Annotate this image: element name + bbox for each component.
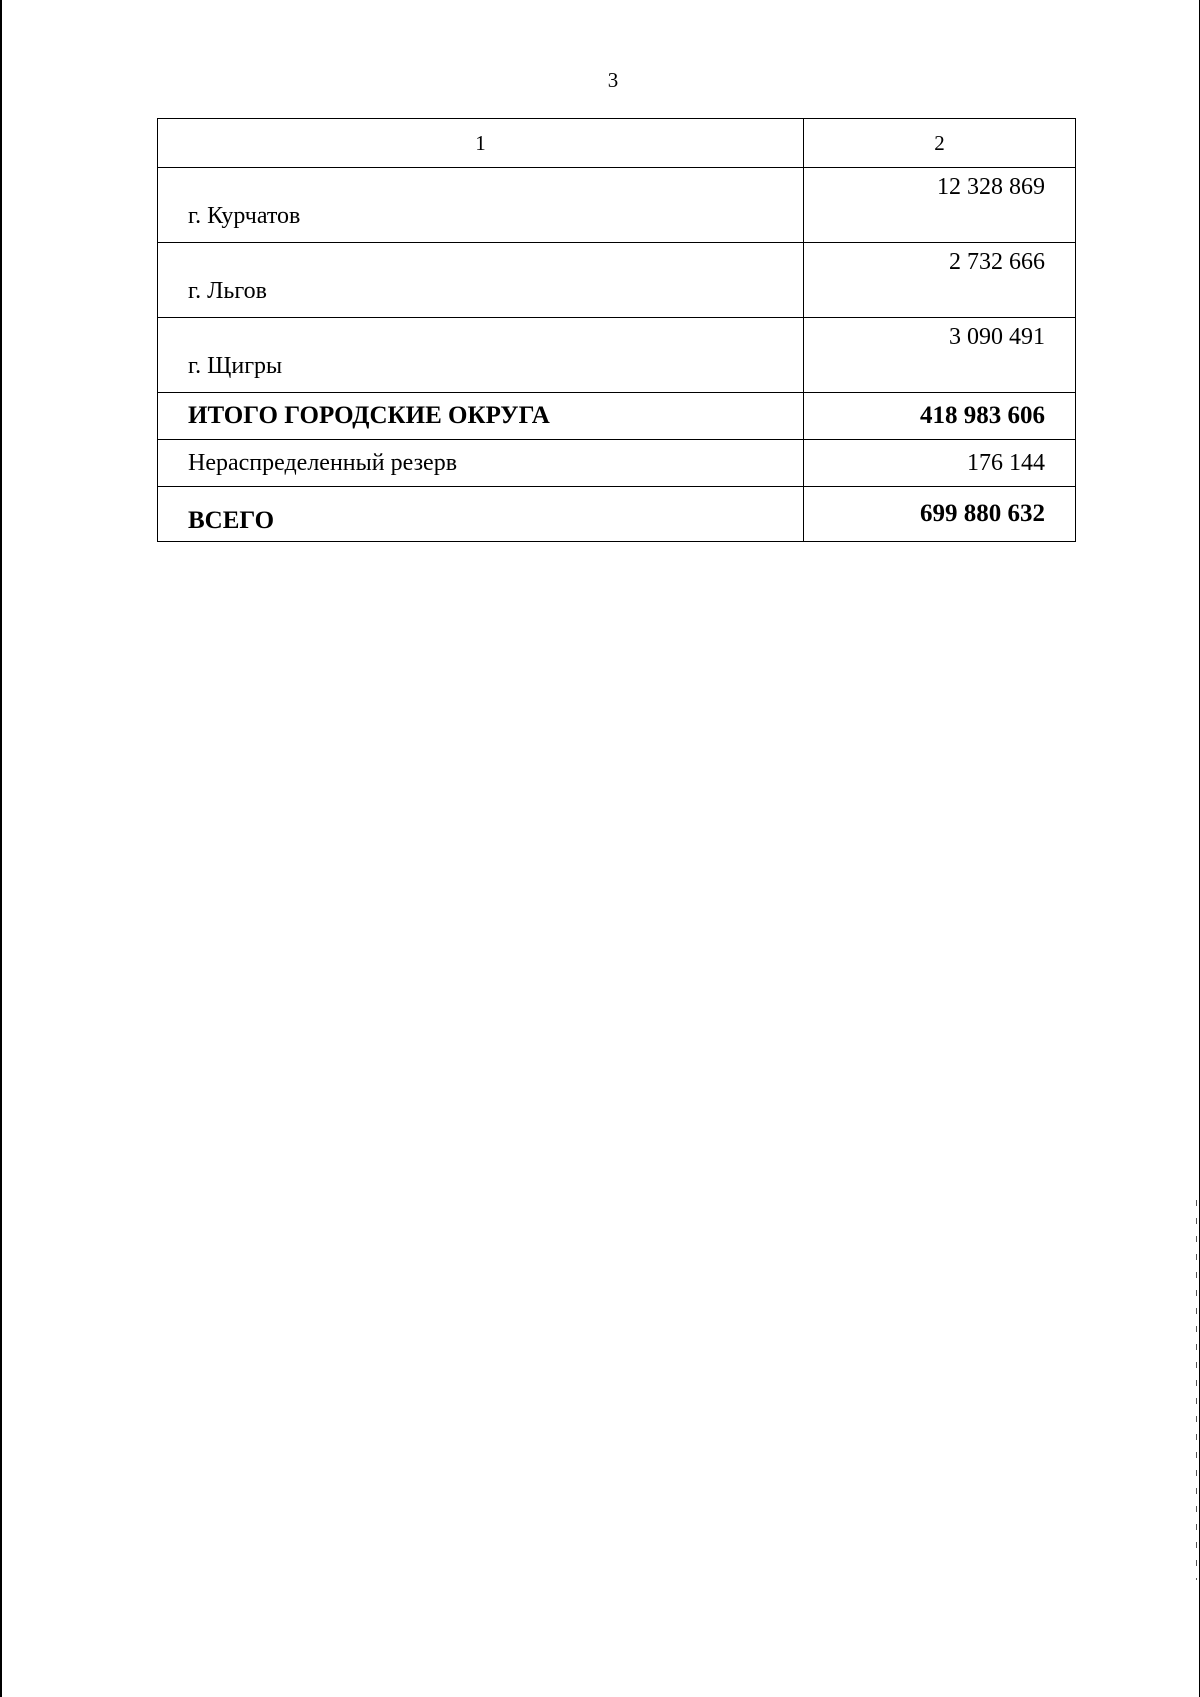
grand-total-amount: 699 880 632 xyxy=(804,487,1076,542)
subtotal-row xyxy=(158,393,1076,440)
municipality-amount: 3 090 491 xyxy=(804,318,1076,393)
reserve-amount: 176 144 xyxy=(804,440,1076,487)
table-row xyxy=(158,168,1076,243)
municipality-name: г. Курчатов xyxy=(158,168,804,243)
grand-total-label: ВСЕГО xyxy=(158,487,804,542)
column-number-2: 2 xyxy=(804,119,1076,168)
page-number: 3 xyxy=(607,68,619,92)
table-row xyxy=(158,243,1076,318)
scan-edge-left xyxy=(0,0,2,1697)
subtotal-label: ИТОГО ГОРОДСКИЕ ОКРУГА xyxy=(158,393,804,440)
reserve-label: Нераспределенный резерв xyxy=(158,440,804,487)
scan-edge-marks xyxy=(1196,1200,1197,1580)
municipality-name: г. Льгов xyxy=(158,243,804,318)
table-header-row xyxy=(158,119,1076,168)
column-number-1: 1 xyxy=(158,119,804,168)
municipality-amount: 2 732 666 xyxy=(804,243,1076,318)
budget-table xyxy=(157,118,1076,542)
reserve-row xyxy=(158,440,1076,487)
municipality-amount: 12 328 869 xyxy=(804,168,1076,243)
municipality-name: г. Щигры xyxy=(158,318,804,393)
grand-total-row xyxy=(158,487,1076,542)
table-row xyxy=(158,318,1076,393)
subtotal-amount: 418 983 606 xyxy=(804,393,1076,440)
